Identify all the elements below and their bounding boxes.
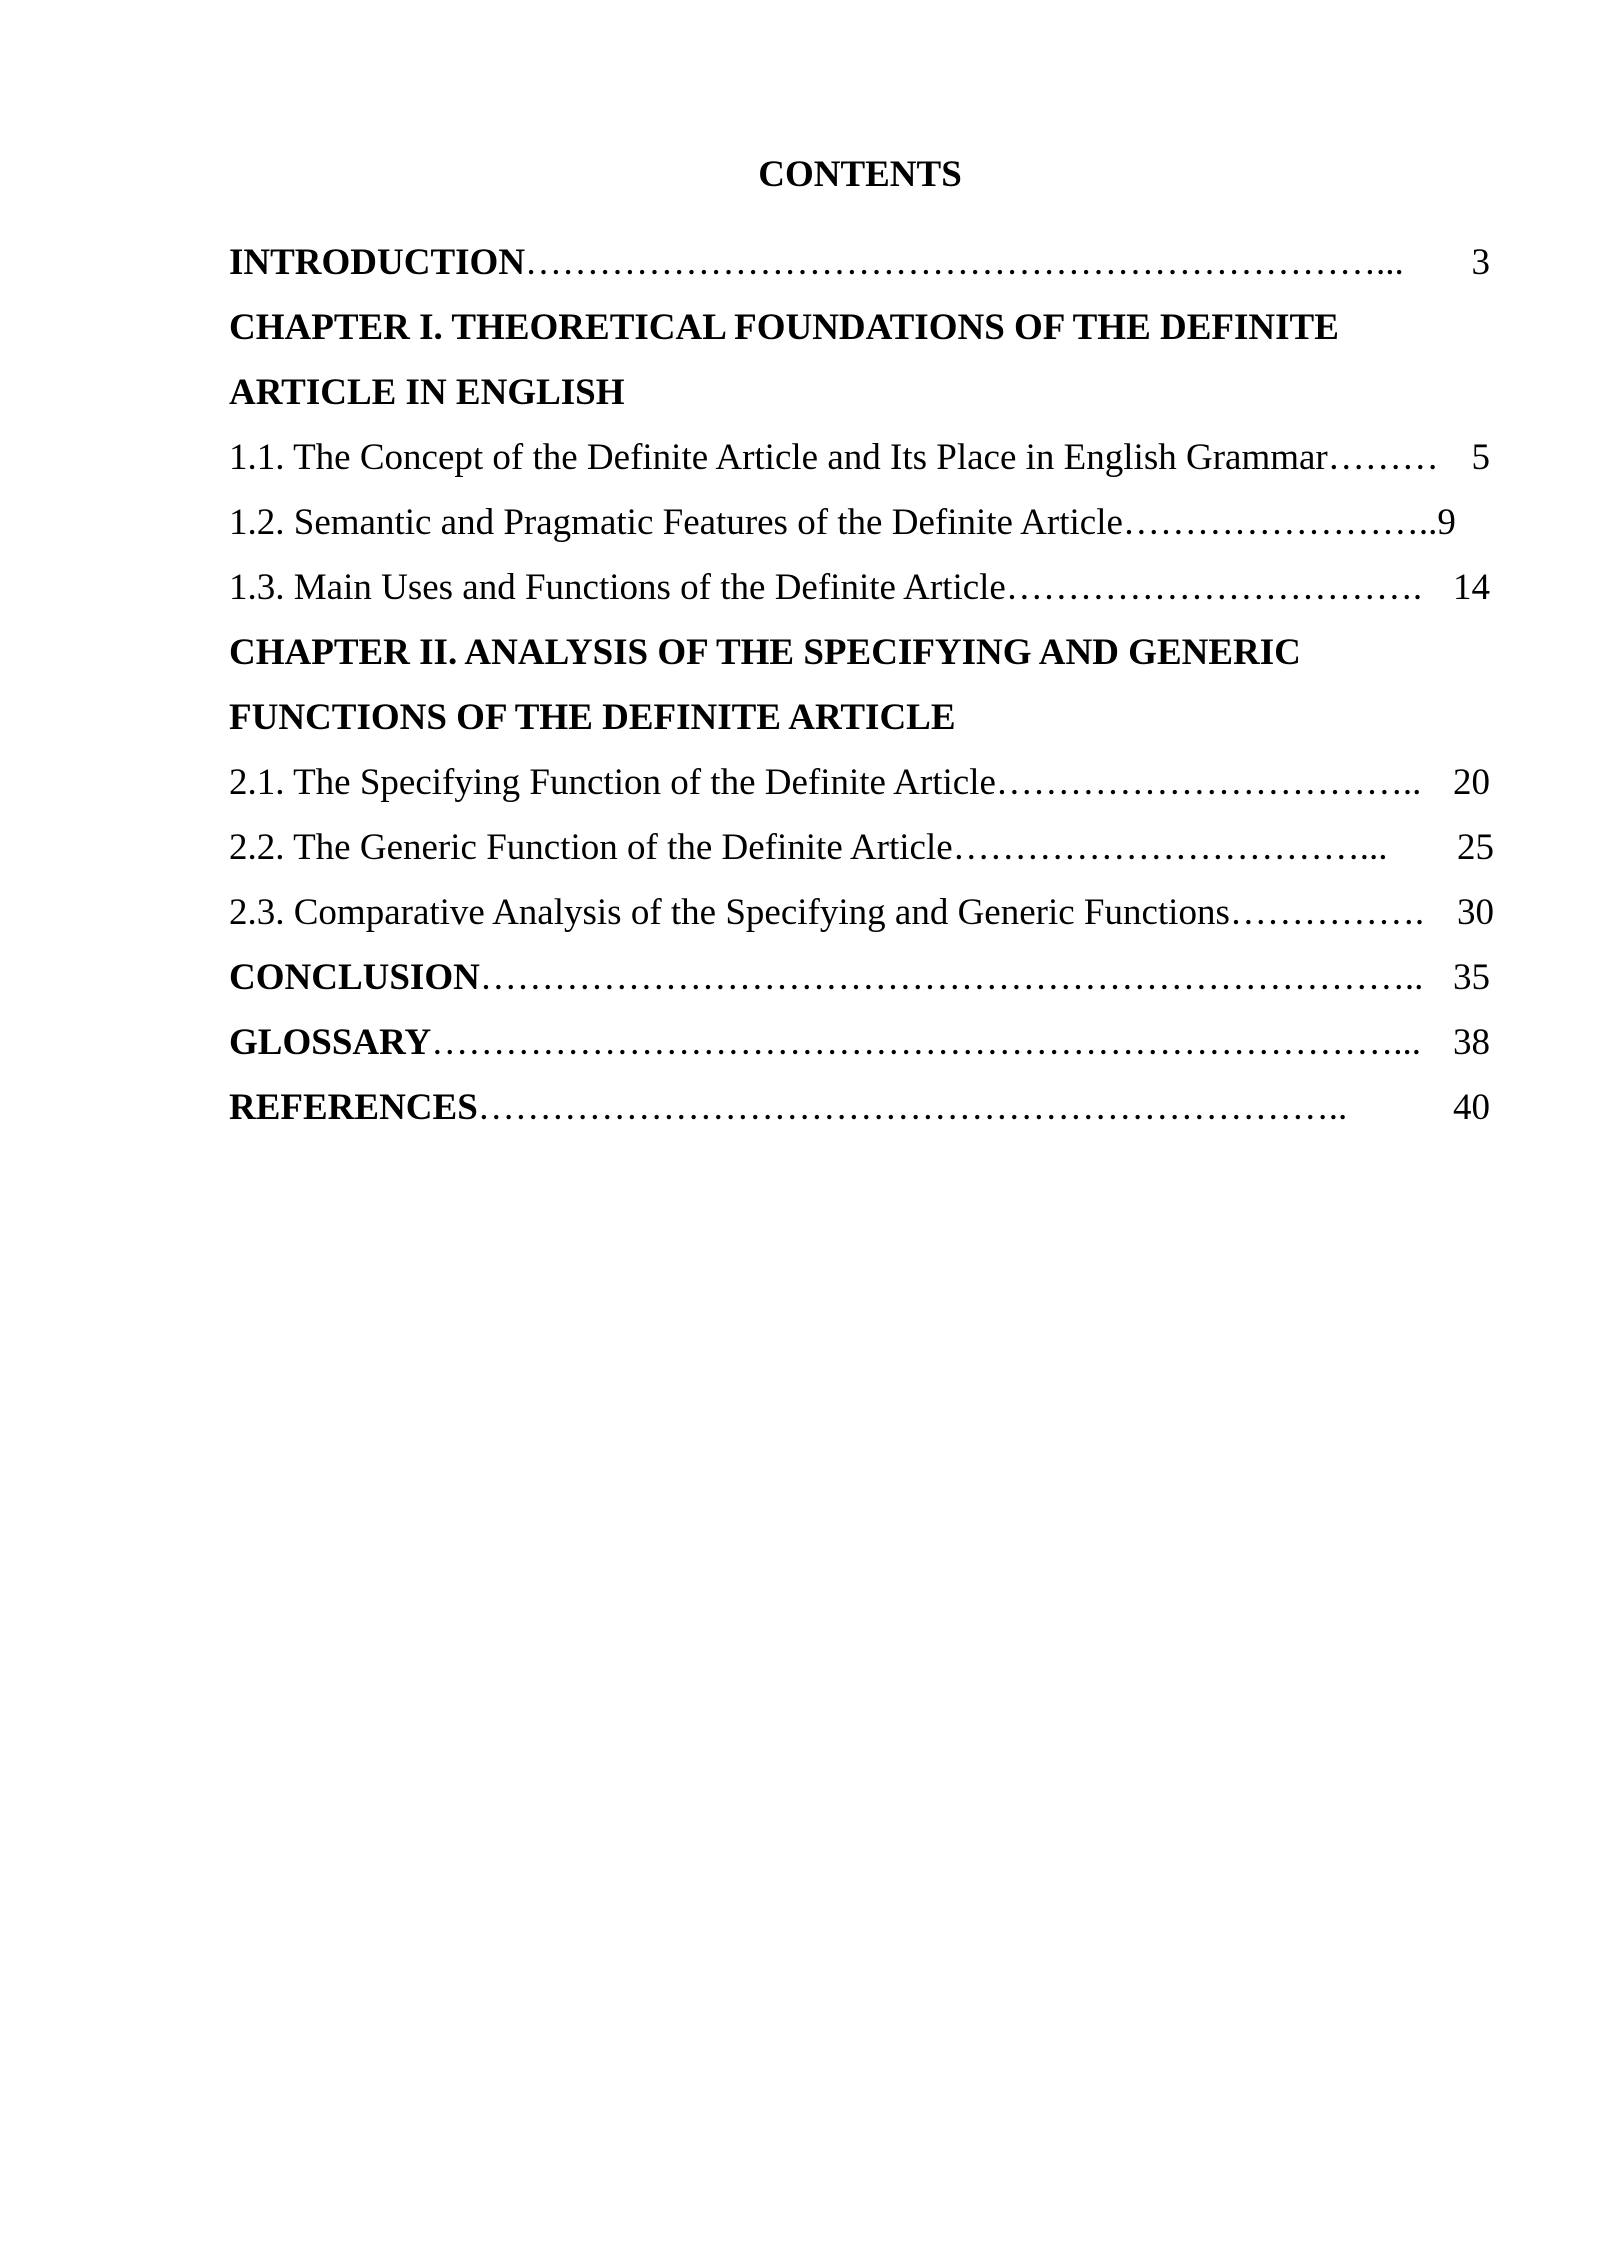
toc-leader: ……………………………... [952,827,1388,868]
toc-leader: …………………………………………………………….. [477,1087,1348,1128]
toc-leader: ……………………………………………………………... [525,242,1404,283]
toc-entry-label: INTRODUCTION……………………………………………………………... [229,242,1404,283]
toc-page-number: 3 [1471,242,1490,283]
table-of-contents [229,236,1494,1146]
toc-entry-label: 2.3. Comparative Analysis of the Specifying and Generic Functions……………. [229,892,1425,933]
toc-entry-introduction[interactable] [229,236,1490,301]
toc-entry-glossary[interactable] [229,1016,1490,1081]
toc-entry-label: REFERENCES…………………………………………………………….. [229,1087,1348,1128]
toc-page-number: 35 [1453,957,1490,998]
toc-entry-label: CHAPTER I. THEORETICAL FOUNDATIONS OF THE DEFINITE [229,307,1339,348]
toc-chapter-2-heading-line-2 [229,691,1490,756]
toc-chapter-1-heading-line-2 [229,366,1490,431]
toc-entry-label: 1.3. Main Uses and Functions of the Definite Article……………………………. [229,567,1423,608]
toc-entry-label: GLOSSARY……………………………………………………………………... [229,1022,1422,1063]
toc-leader: ……………………………………………………………………... [431,1022,1422,1063]
toc-page-number: 38 [1453,1022,1490,1063]
toc-leader: …………………………….. [995,762,1422,803]
toc-entry-label: FUNCTIONS OF THE DEFINITE ARTICLE [229,697,956,738]
toc-entry-label: 2.2. The Generic Function of the Definite Article……………………………... [229,827,1388,868]
toc-entry-label: 1.1. The Concept of the Definite Article and Its Place in English Grammar……… [229,437,1439,478]
toc-chapter-1-heading-line-1 [229,301,1490,366]
toc-page-number: 30 [1457,892,1494,933]
toc-chapter-2-heading-line-1 [229,626,1490,691]
toc-leader: ……… [1327,437,1439,478]
toc-entry-label: CHAPTER II. ANALYSIS OF THE SPECIFYING AND GENERIC [229,632,1301,673]
toc-page-number: 5 [1471,437,1490,478]
toc-leader: ……………. [1229,892,1425,933]
toc-leader: ………………………………………………………………….. [479,957,1424,998]
toc-entry-label: 1.2. Semantic and Pragmatic Features of the Definite Article……………………..9 [229,502,1456,543]
toc-entry-2-3[interactable] [229,886,1494,951]
toc-entry-label: ARTICLE IN ENGLISH [229,372,625,413]
toc-page-number: 20 [1453,762,1490,803]
toc-entry-references[interactable] [229,1081,1490,1146]
toc-entry-1-1[interactable] [229,431,1490,496]
toc-entry-label: 2.1. The Specifying Function of the Definite Article…………………………….. [229,762,1422,803]
toc-entry-2-2[interactable] [229,821,1494,886]
toc-leader: ……………………………. [1005,567,1423,608]
toc-page-number: 25 [1457,827,1494,868]
toc-leader: …………………….. [1122,502,1438,543]
toc-entry-1-3[interactable] [229,561,1490,626]
toc-page-number: 14 [1453,567,1490,608]
page-title: CONTENTS [758,154,962,195]
toc-entry-label: CONCLUSION………………………………………………………………….. [229,957,1424,998]
toc-entry-2-1[interactable] [229,756,1490,821]
toc-entry-1-2[interactable] [229,496,1490,561]
toc-entry-conclusion[interactable] [229,951,1490,1016]
toc-page-number: 40 [1453,1087,1490,1128]
